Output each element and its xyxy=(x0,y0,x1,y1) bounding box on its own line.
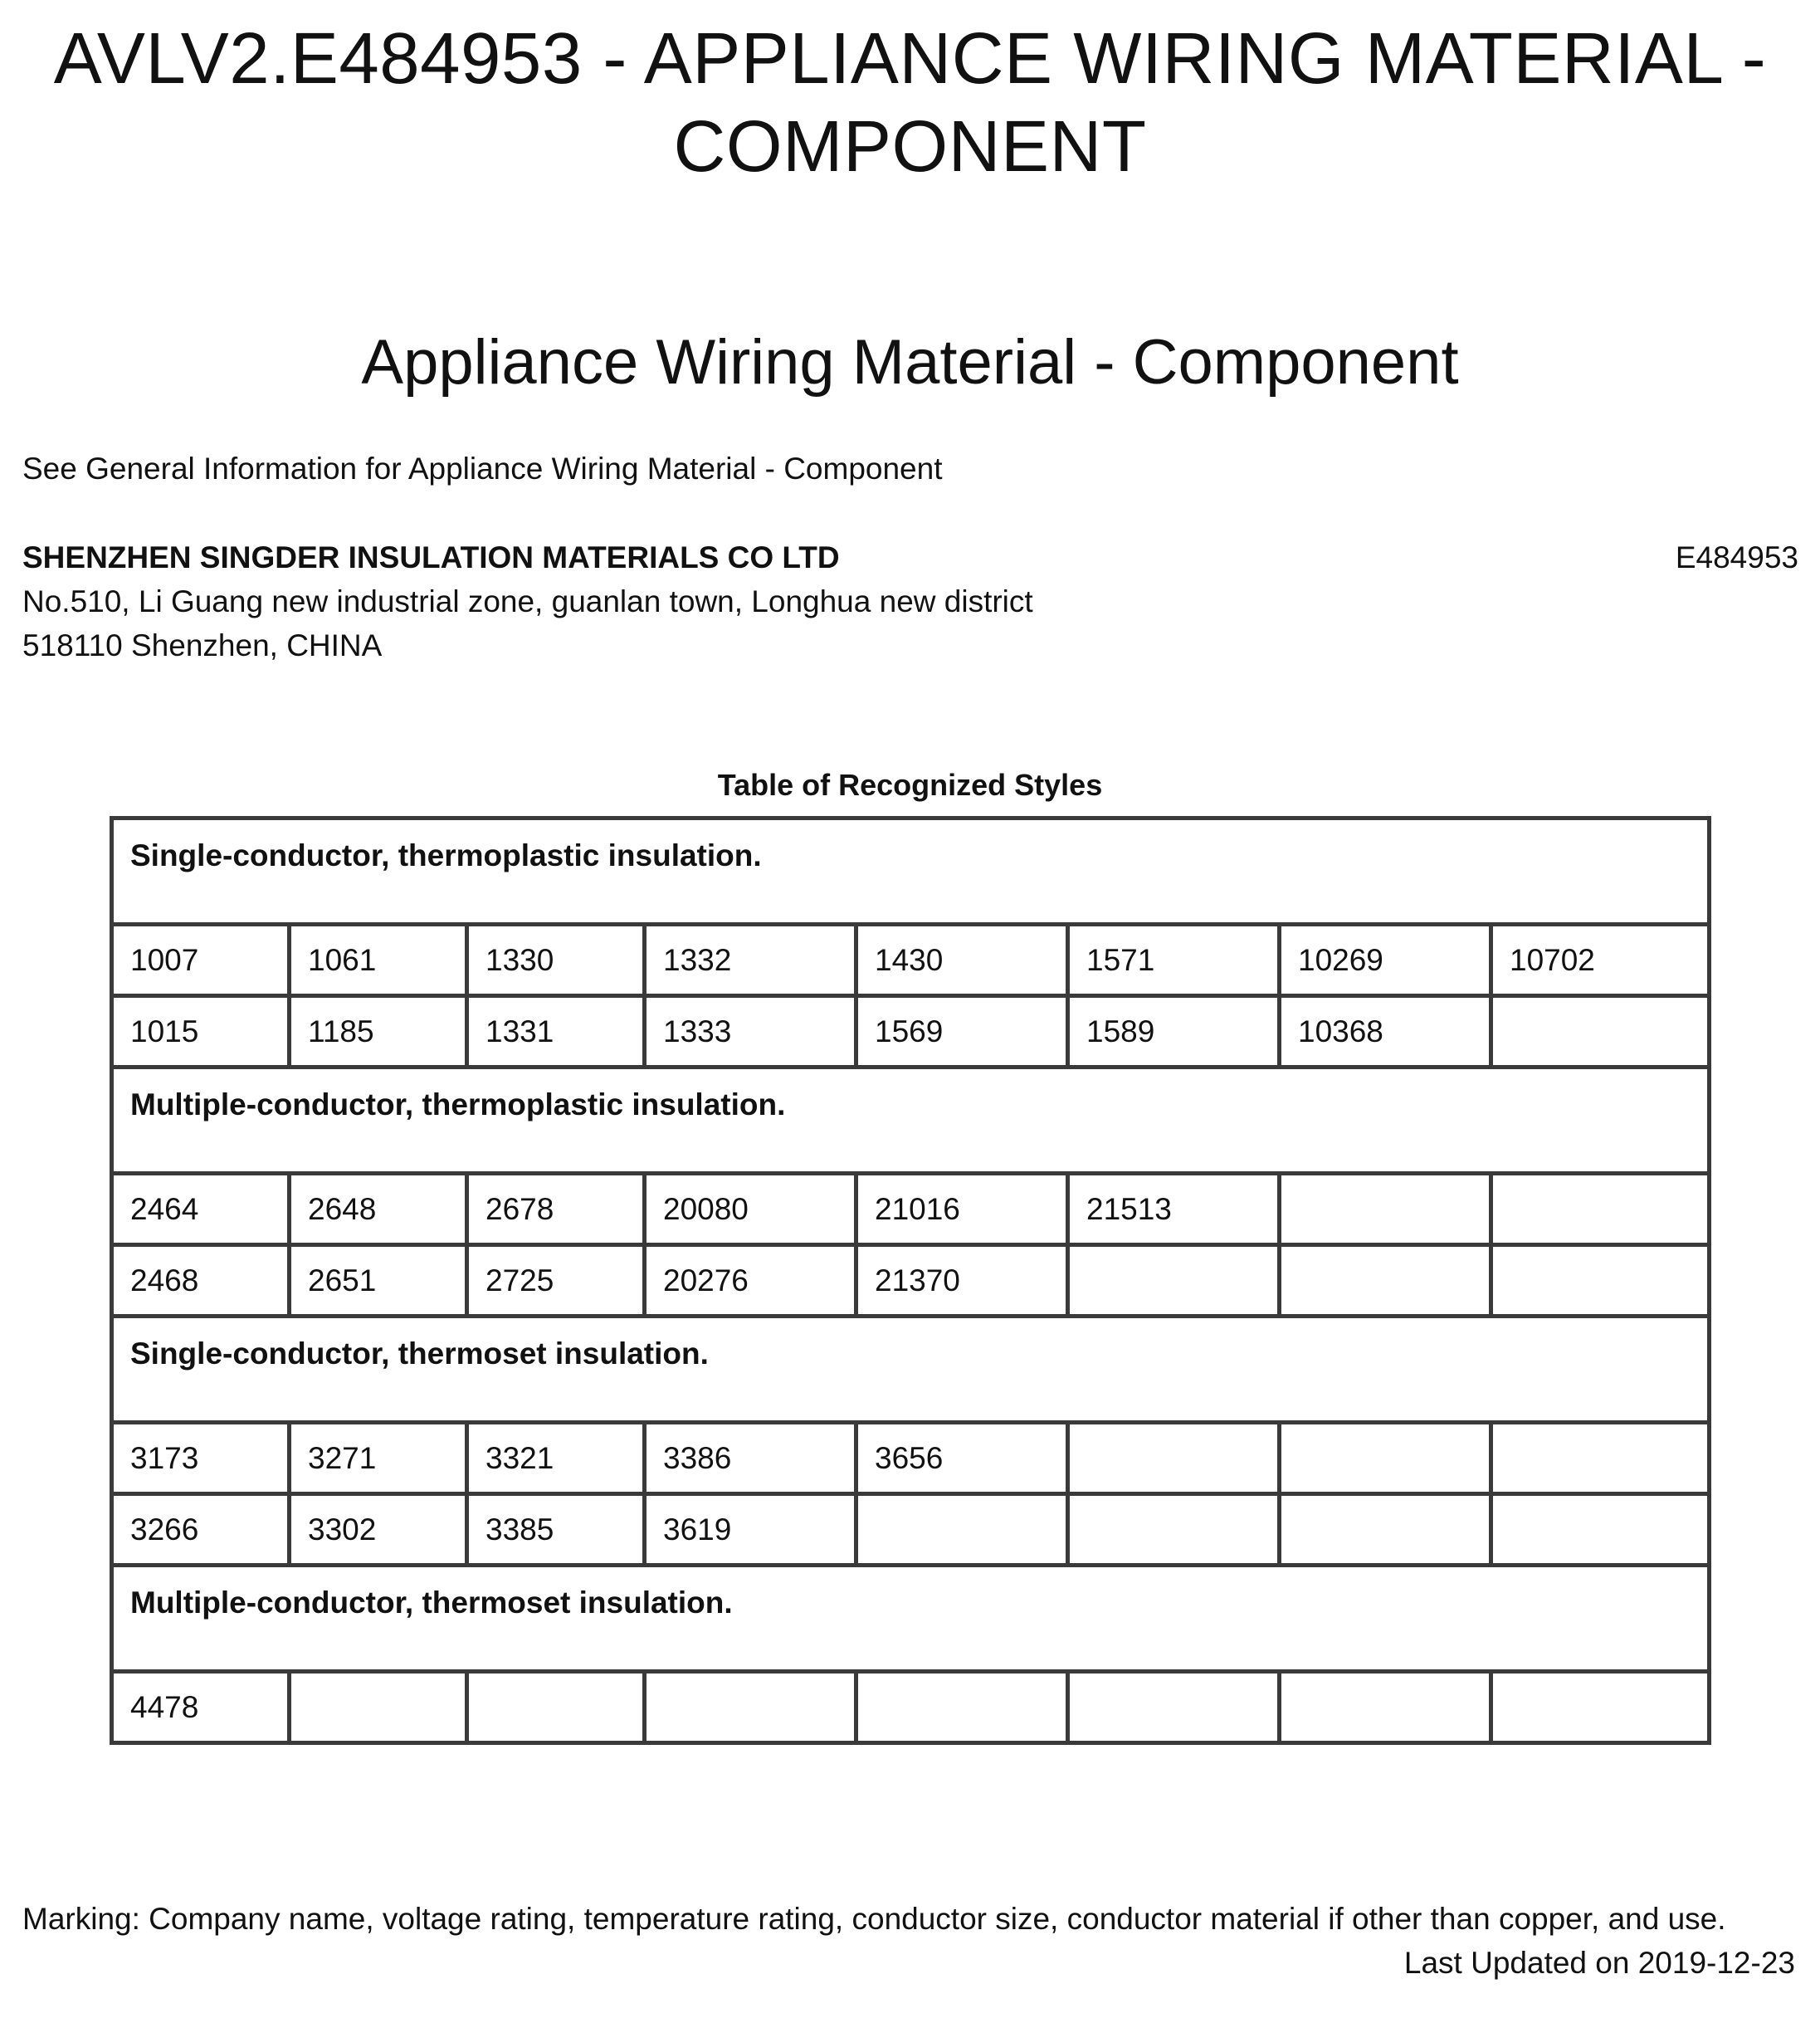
style-cell: 3271 xyxy=(290,1423,467,1494)
address-line-2: 518110 Shenzhen, CHINA xyxy=(22,628,383,662)
style-cell: 21370 xyxy=(856,1245,1068,1317)
style-cell xyxy=(1491,1494,1710,1566)
style-cell: 3321 xyxy=(467,1423,645,1494)
style-cell xyxy=(1068,1423,1280,1494)
style-cell: 3173 xyxy=(112,1423,290,1494)
style-cell: 1589 xyxy=(1068,996,1280,1068)
style-cell: 2648 xyxy=(290,1174,467,1245)
style-cell xyxy=(1280,1174,1491,1245)
recognized-styles-table xyxy=(110,816,1711,1745)
style-cell: 3302 xyxy=(290,1494,467,1566)
style-cell xyxy=(1491,1423,1710,1494)
style-cell: 2725 xyxy=(467,1245,645,1317)
table-row xyxy=(112,1245,1710,1317)
company-block xyxy=(22,535,1798,667)
style-cell: 1015 xyxy=(112,996,290,1068)
last-updated: Last Updated on 2019-12-23 xyxy=(1403,1946,1795,1980)
style-cell: 1569 xyxy=(856,996,1068,1068)
style-cell: 2678 xyxy=(467,1174,645,1245)
style-cell: 10269 xyxy=(1280,925,1491,996)
style-cell xyxy=(1280,1672,1491,1743)
style-cell: 3656 xyxy=(856,1423,1068,1494)
style-cell: 1331 xyxy=(467,996,645,1068)
category-label: Multiple-conductor, thermoplastic insulation. xyxy=(112,1068,1710,1174)
style-cell: 3386 xyxy=(645,1423,856,1494)
table-row xyxy=(112,1174,1710,1245)
file-number: E484953 xyxy=(1675,540,1798,574)
style-cell: 1332 xyxy=(645,925,856,996)
style-cell xyxy=(1280,1494,1491,1566)
table-row xyxy=(112,1494,1710,1566)
style-cell: 1333 xyxy=(645,996,856,1068)
style-cell xyxy=(1280,1245,1491,1317)
style-cell: 3385 xyxy=(467,1494,645,1566)
category-row xyxy=(112,818,1710,925)
style-cell: 1571 xyxy=(1068,925,1280,996)
style-cell: 20080 xyxy=(645,1174,856,1245)
style-cell xyxy=(1491,1174,1710,1245)
category-label: Single-conductor, thermoset insulation. xyxy=(112,1317,1710,1423)
style-cell: 21016 xyxy=(856,1174,1068,1245)
company-name: SHENZHEN SINGDER INSULATION MATERIALS CO LTD xyxy=(22,540,840,574)
style-cell xyxy=(1068,1245,1280,1317)
category-row xyxy=(112,1317,1710,1423)
style-cell: 1007 xyxy=(112,925,290,996)
page-title xyxy=(0,15,1820,191)
style-cell: 20276 xyxy=(645,1245,856,1317)
category-row xyxy=(112,1068,1710,1174)
page-title-line-1: AVLV2.E484953 - APPLIANCE WIRING MATERIAL - xyxy=(53,18,1767,99)
style-cell: 1061 xyxy=(290,925,467,996)
table-row xyxy=(112,996,1710,1068)
marking-note: Marking: Company name, voltage rating, temperature rating, conductor size, conductor material if other than copper, and use. xyxy=(22,1902,1726,1936)
style-cell: 3619 xyxy=(645,1494,856,1566)
style-cell xyxy=(1491,1245,1710,1317)
page-title-line-2: COMPONENT xyxy=(673,106,1147,187)
style-cell: 21513 xyxy=(1068,1174,1280,1245)
style-cell xyxy=(1068,1494,1280,1566)
style-cell: 1430 xyxy=(856,925,1068,996)
style-cell xyxy=(467,1672,645,1743)
category-label: Multiple-conductor, thermoset insulation. xyxy=(112,1566,1710,1672)
general-info-link[interactable]: See General Information for Appliance Wiring Material - Component xyxy=(22,452,943,486)
style-cell xyxy=(1491,996,1710,1068)
category-label: Single-conductor, thermoplastic insulation. xyxy=(112,818,1710,925)
table-row xyxy=(112,925,1710,996)
style-cell: 2464 xyxy=(112,1174,290,1245)
table-row xyxy=(112,1423,1710,1494)
style-cell: 2468 xyxy=(112,1245,290,1317)
style-cell xyxy=(856,1494,1068,1566)
style-cell xyxy=(645,1672,856,1743)
category-row xyxy=(112,1566,1710,1672)
table-row xyxy=(112,1672,1710,1743)
table-caption: Table of Recognized Styles xyxy=(717,768,1103,802)
style-cell: 1185 xyxy=(290,996,467,1068)
style-cell xyxy=(290,1672,467,1743)
style-cell: 4478 xyxy=(112,1672,290,1743)
style-cell xyxy=(1491,1672,1710,1743)
style-cell xyxy=(1280,1423,1491,1494)
address-line-1: No.510, Li Guang new industrial zone, guanlan town, Longhua new district xyxy=(22,584,1033,618)
style-cell xyxy=(1068,1672,1280,1743)
style-cell: 2651 xyxy=(290,1245,467,1317)
style-cell: 10702 xyxy=(1491,925,1710,996)
section-title: Appliance Wiring Material - Component xyxy=(361,327,1459,398)
style-cell: 10368 xyxy=(1280,996,1491,1068)
style-cell xyxy=(856,1672,1068,1743)
style-cell: 3266 xyxy=(112,1494,290,1566)
style-cell: 1330 xyxy=(467,925,645,996)
